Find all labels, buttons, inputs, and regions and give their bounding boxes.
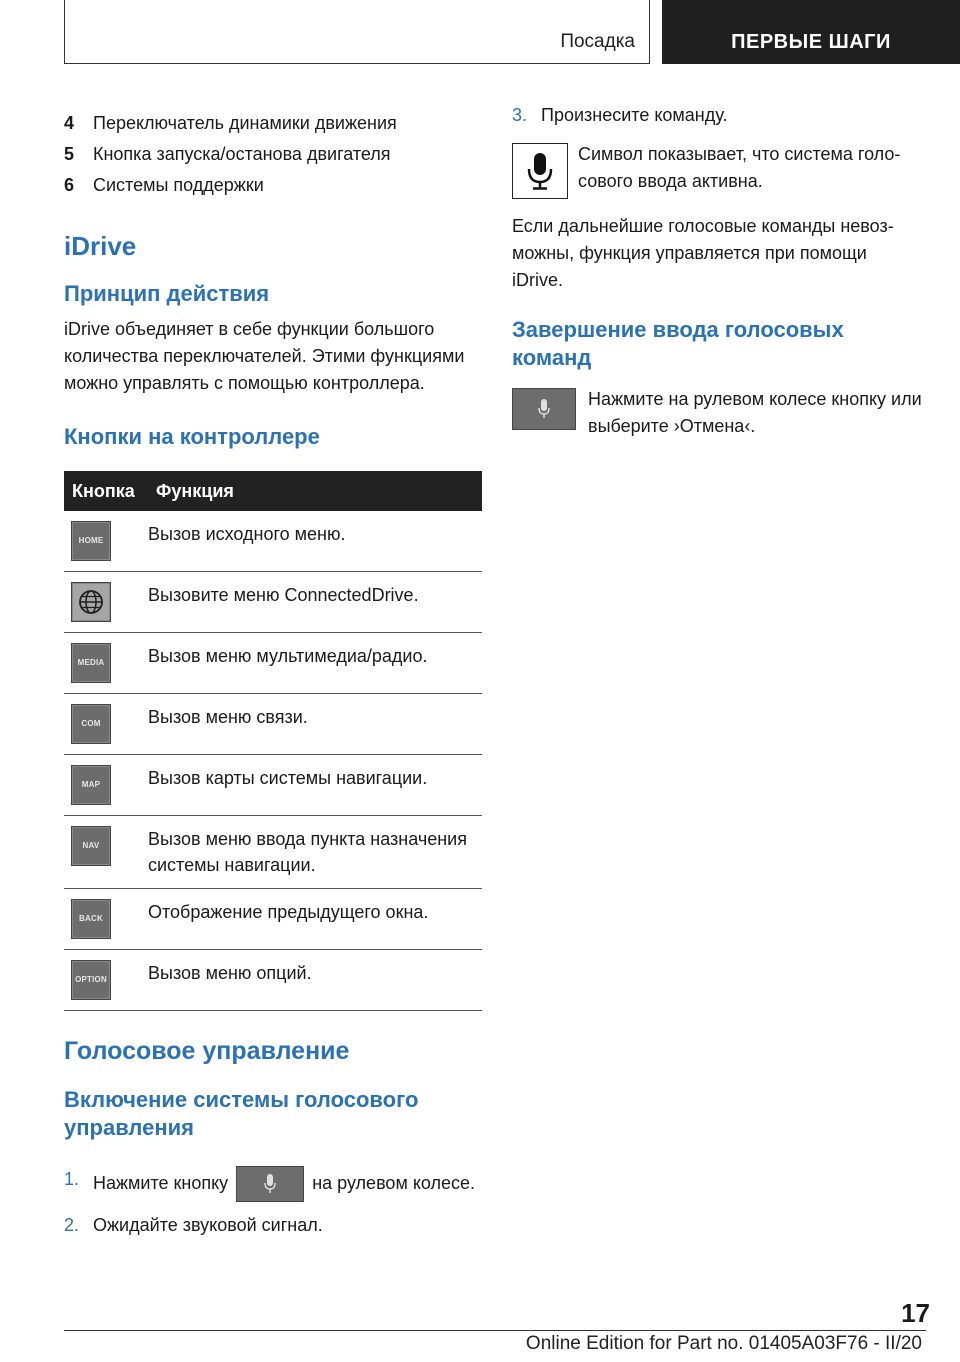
controller-buttons-table (64, 471, 482, 1011)
globe-key-icon (71, 582, 111, 622)
back-key-icon: BACK (71, 899, 111, 939)
step-item: 2. Ожидайте звуковой сигнал. (64, 1215, 323, 1235)
function-cell: Вызов меню мультимедиа/радио. (148, 633, 482, 694)
section-title: Посадка (560, 31, 635, 52)
principle-paragraph: iDrive объединяет в себе функции большого количества переключателей. Этими функциями можно управлять с помощью контроллера. (64, 319, 465, 393)
function-cell: Вызов меню опций. (148, 950, 482, 1011)
table-row (64, 511, 482, 572)
microphone-icon (512, 143, 568, 199)
header-chapter-tab (662, 0, 960, 64)
voice-key-icon (236, 1166, 304, 1202)
header-section-tab (64, 0, 650, 64)
page-number: 17 (901, 1298, 930, 1328)
step-item: 3. Произнесите команду. (512, 105, 728, 125)
list-item: 6 Системы поддержки (64, 175, 264, 195)
table-row (64, 950, 482, 1011)
table-row (64, 694, 482, 755)
left-column (64, 108, 482, 1239)
principle-heading: Принцип действия (64, 281, 270, 306)
function-cell: Отображение предыдущего окна. (148, 889, 482, 950)
cancel-instruction: Нажмите на рулевом колесе кнопку или выберите ›Отмена‹. (588, 389, 922, 436)
table-row (64, 816, 482, 889)
column-header-button: Кнопка (64, 471, 148, 511)
function-cell: Вызов исходного меню. (148, 511, 482, 572)
map-key-icon: MAP (71, 765, 111, 805)
footer-divider (64, 1330, 926, 1331)
voice-control-heading: Голосовое управление (64, 1037, 350, 1065)
home-key-icon: HOME (71, 521, 111, 561)
right-column (512, 102, 922, 440)
end-voice-heading: Завершение ввода голосовых команд (512, 317, 844, 370)
function-cell: Вызов меню ввода пункта назначения системы навигации. (148, 816, 482, 889)
chapter-title: ПЕРВЫЕ ШАГИ (731, 31, 891, 53)
step-item: 1. Нажмите кнопку на рулевом колесе. (64, 1166, 482, 1202)
column-header-function: Функция (148, 471, 482, 511)
buttons-heading: Кнопки на контроллере (64, 424, 320, 449)
cancel-row (512, 386, 922, 440)
voice-symbol-row (512, 141, 922, 199)
idrive-heading: iDrive (64, 231, 137, 261)
numbered-list (64, 108, 482, 201)
enable-voice-heading: Включение системы голосового управления (64, 1087, 419, 1140)
list-item: 5 Кнопка запуска/останова двигателя (64, 144, 391, 164)
com-key-icon: COM (71, 704, 111, 744)
table-header-row (64, 471, 482, 511)
voice-key-icon (512, 388, 576, 430)
list-item: 4 Переключатель динамики движения (64, 113, 397, 133)
media-key-icon: MEDIA (71, 643, 111, 683)
table-row (64, 755, 482, 816)
symbol-description: Символ показывает, что система голосового ввода активна. (578, 144, 901, 191)
steps-list-continued (512, 102, 922, 129)
nav-key-icon: NAV (71, 826, 111, 866)
table-row (64, 572, 482, 633)
function-cell: Вызовите меню ConnectedDrive. (148, 572, 482, 633)
function-cell: Вызов меню связи. (148, 694, 482, 755)
edition-note: Online Edition for Part no. 01405A03F76 - II/20 (525, 1333, 922, 1354)
table-row (64, 633, 482, 694)
table-row (64, 889, 482, 950)
further-commands-paragraph: Если дальнейшие голосовые команды невозможны, функция управляется при помощи iDrive. (512, 216, 894, 290)
function-cell: Вызов карты системы навигации. (148, 755, 482, 816)
steps-list (64, 1166, 482, 1239)
option-key-icon: OPTION (71, 960, 111, 1000)
